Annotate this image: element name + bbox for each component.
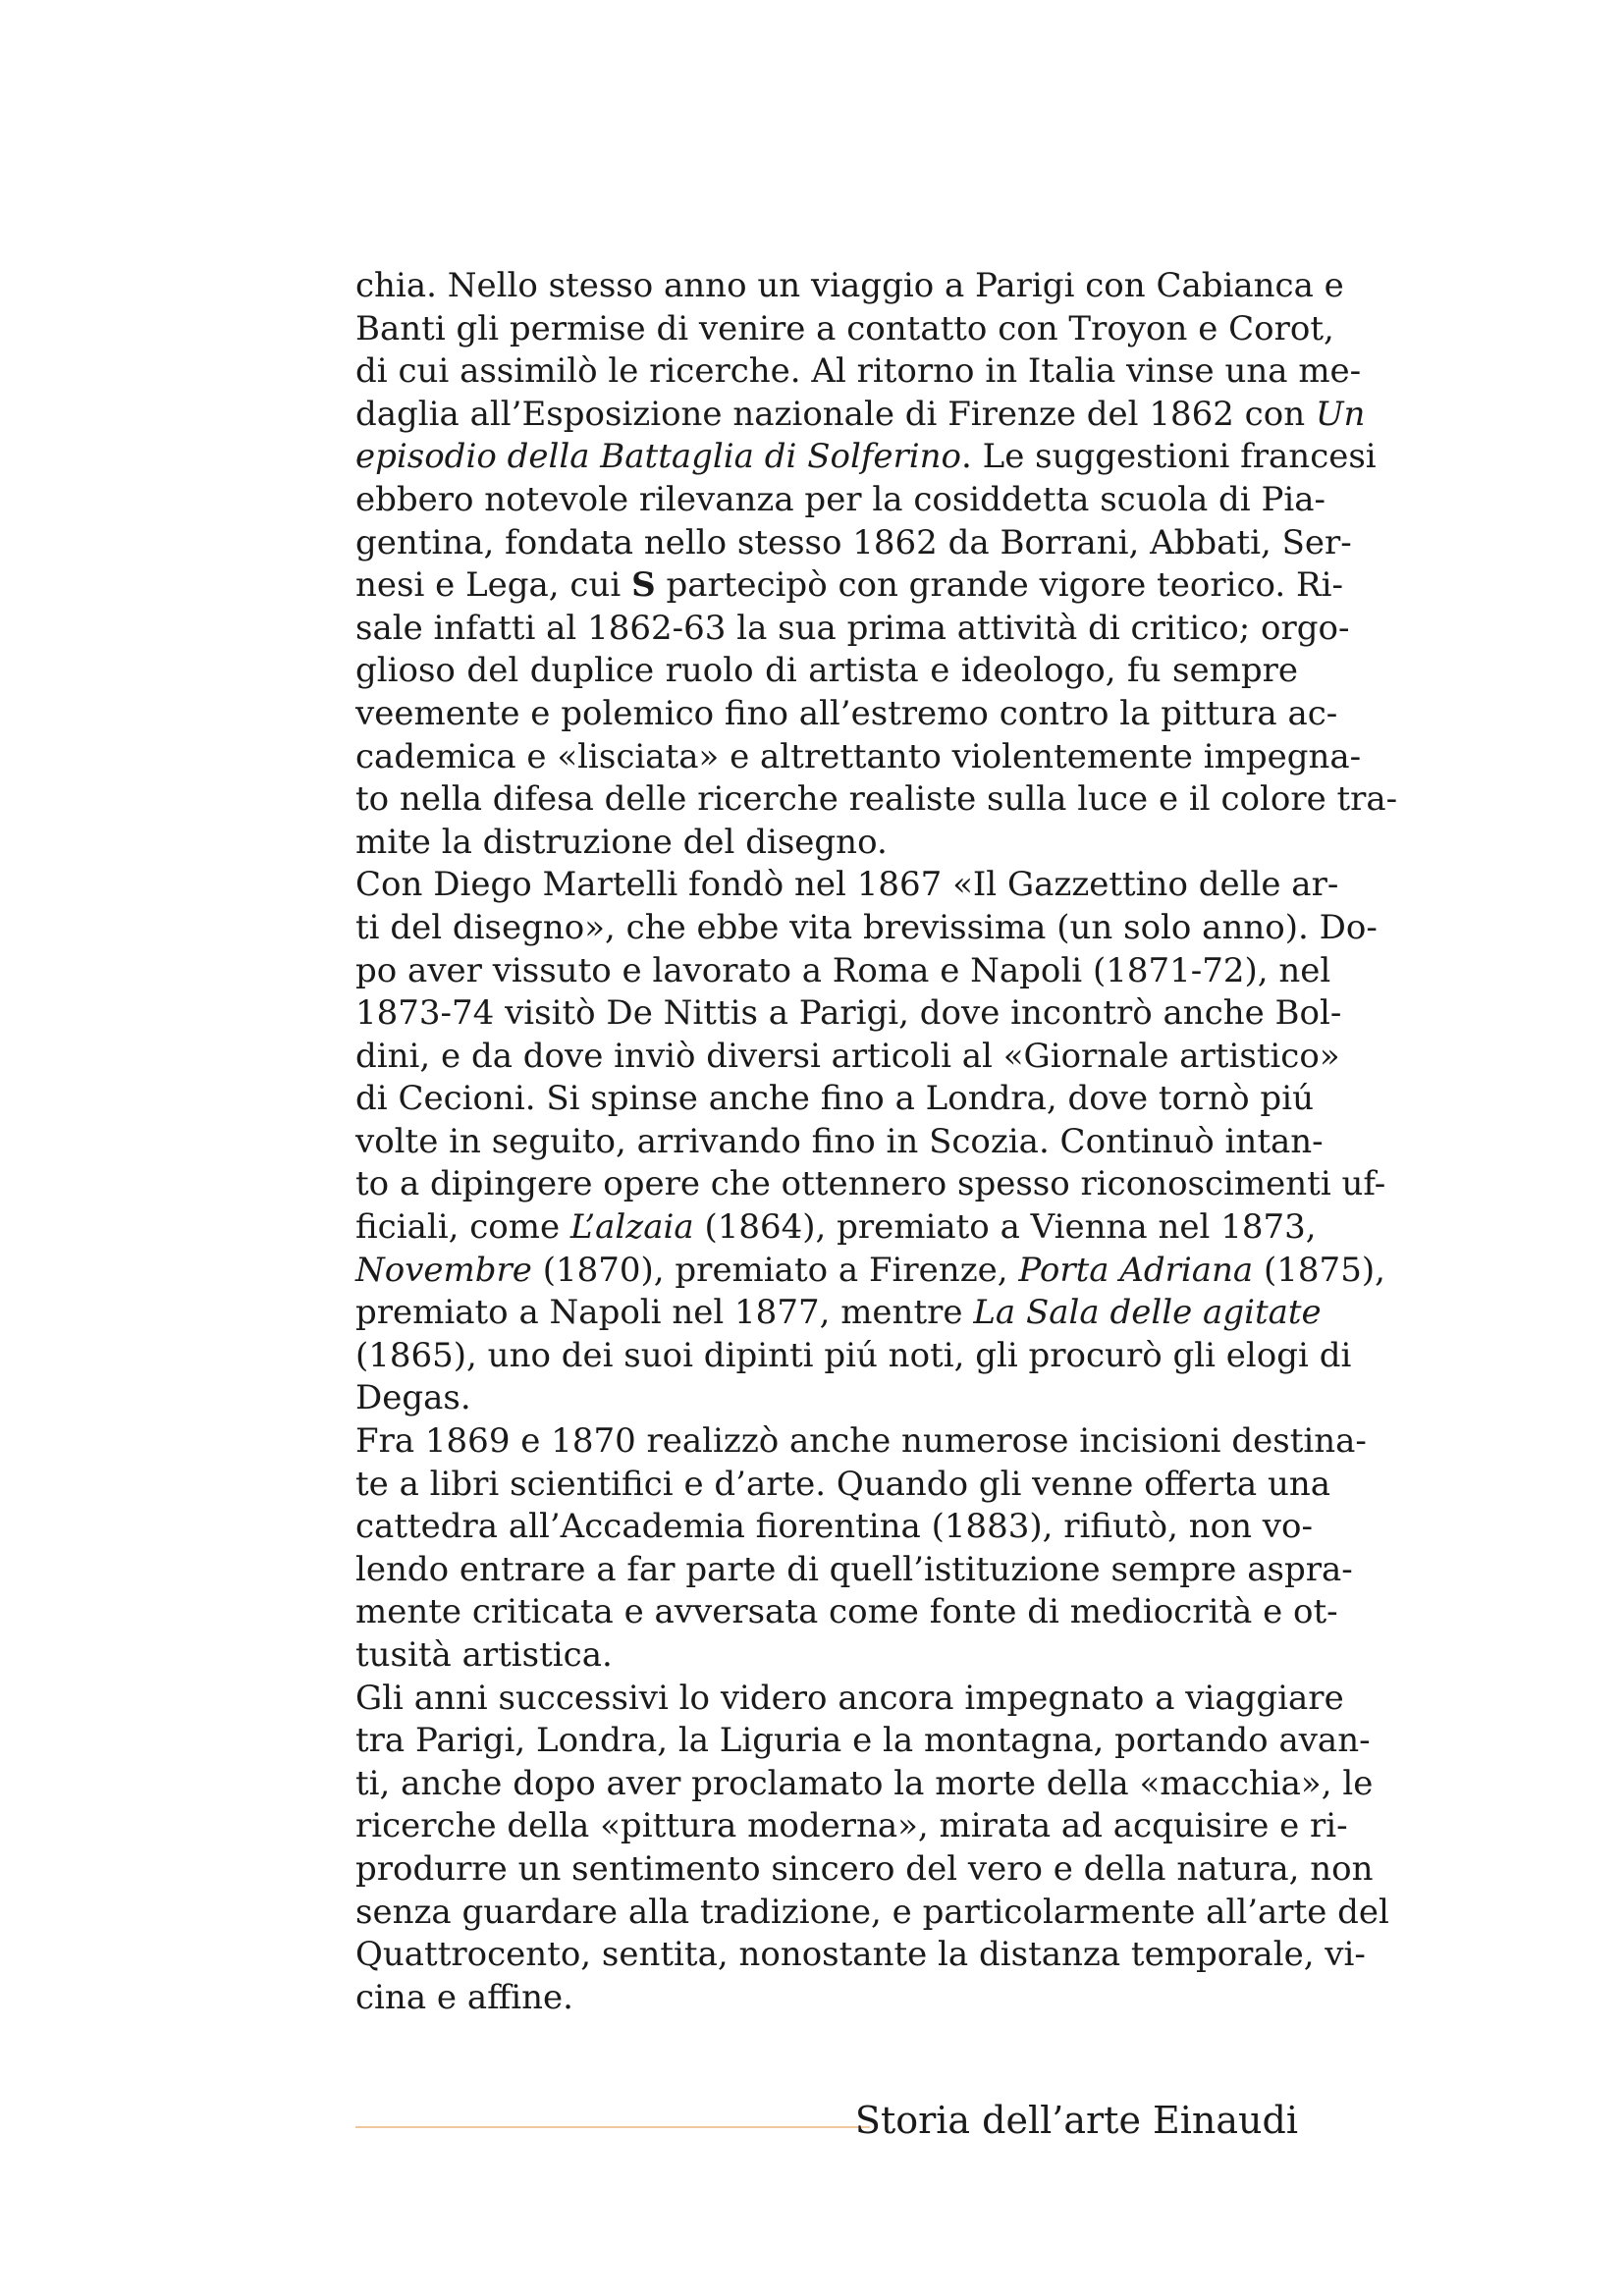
text-line — [355, 1250, 1385, 1293]
text-line — [355, 1720, 1371, 1763]
text-run: ficiali, come — [355, 1207, 561, 1248]
text-run: daglia all’Esposizione nazionale di Firenze del 1862 con — [355, 394, 1306, 434]
text-line — [355, 992, 1342, 1036]
text-run: tusità artistica. — [355, 1635, 613, 1675]
text-run: Quattrocento, sentita, nonostante la distanza temporale, vi- — [355, 1935, 1366, 1975]
text-line — [355, 1292, 1322, 1335]
italic-title: La Sala delle agitate — [973, 1293, 1322, 1333]
text-line — [355, 479, 1325, 522]
text-line — [355, 608, 1350, 651]
text-run: dini, e da dove inviò diversi articoli al «Giornale artistico» — [355, 1036, 1340, 1076]
italic-title: Porta Adriana — [1018, 1250, 1254, 1290]
text-line — [355, 864, 1339, 907]
text-line — [355, 950, 1331, 993]
text-run: sale infatti al 1862-63 la sua prima attività di critico; orgo- — [355, 608, 1350, 648]
italic-title: Novembre — [355, 1250, 532, 1290]
text-line — [355, 1377, 1298, 1420]
text-run: ti del disegno», che ebbe vita brevissima (un solo anno). Do- — [355, 907, 1378, 947]
text-line — [355, 650, 1298, 693]
text-line — [355, 778, 1398, 822]
text-line — [355, 1934, 1366, 1977]
footer-title: Storia dell’arte Einaudi — [854, 2099, 1298, 2142]
text-line — [355, 1464, 1331, 1507]
text-run: (1870), premiato a Firenze, — [542, 1250, 1008, 1290]
text-run: premiato a Napoli nel 1877, mentre — [355, 1293, 963, 1333]
text-line — [355, 394, 1366, 437]
text-run: 1873-74 visitò De Nittis a Parigi, dove incontrò anche Bol- — [355, 993, 1342, 1034]
text-run: . Le suggestioni francesi — [961, 437, 1377, 477]
text-line — [355, 736, 1362, 779]
text-line — [355, 522, 1352, 565]
text-line — [355, 1036, 1340, 1079]
text-run: senza guardare alla tradizione, e particolarmente all’arte del — [355, 1892, 1389, 1932]
text-run: Gli anni successivi lo videro ancora impegnato a viaggiare — [355, 1678, 1344, 1718]
text-run: (1864), premiato a Vienna nel 1873, — [704, 1207, 1317, 1248]
text-run: glioso del duplice ruolo di artista e ideologo, fu sempre — [355, 651, 1298, 691]
text-run: (1865), uno dei suoi dipinti piú noti, gli procurò gli elogi di — [355, 1335, 1352, 1375]
body-text — [355, 265, 1398, 2019]
text-line — [355, 1678, 1344, 1721]
text-run: chia. Nello stesso anno un viaggio a Parigi con Cabianca e — [355, 266, 1344, 305]
text-line — [355, 1549, 1353, 1592]
text-line — [355, 1163, 1386, 1206]
text-line — [355, 1121, 1324, 1164]
text-line — [355, 1078, 1314, 1121]
text-line — [355, 1763, 1374, 1806]
text-run: po aver vissuto e lavorato a Roma e Napoli (1871-72), nel — [355, 950, 1331, 990]
italic-title: episodio della Battaglia di Solferino — [355, 437, 962, 477]
text-run: di cui assimilò le ricerche. Al ritorno in Italia vinse una me- — [355, 351, 1362, 392]
text-run: tra Parigi, Londra, la Liguria e la montagna, portando avan- — [355, 1721, 1371, 1761]
text-line — [355, 265, 1344, 308]
text-run: cina e affine. — [355, 1977, 573, 2017]
text-line — [355, 1977, 1298, 2020]
text-line — [355, 1506, 1313, 1549]
text-run: produrre un sentimento sincero del vero e della natura, non — [355, 1848, 1374, 1889]
text-run: Degas. — [355, 1378, 471, 1418]
text-run: veemente e polemico fino all’estremo contro la pittura ac- — [355, 693, 1338, 733]
text-line — [355, 1848, 1374, 1892]
text-line — [355, 1335, 1352, 1378]
italic-title: L’alzaia — [569, 1207, 694, 1248]
text-run: ricerche della «pittura moderna», mirata ad acquisire e ri- — [355, 1806, 1348, 1846]
text-run: mite la distruzione del disegno. — [355, 822, 888, 862]
text-run: to nella difesa delle ricerche realiste sulla luce e il colore tra- — [355, 779, 1398, 820]
text-run: Banti gli permise di venire a contatto con Troyon e Corot, — [355, 308, 1334, 348]
text-run: mente criticata e avversata come fonte di mediocrità e ot- — [355, 1592, 1338, 1632]
footer-rule — [355, 2126, 870, 2128]
bold-initial: S — [631, 565, 656, 606]
text-run: Con Diego Martelli fondò nel 1867 «Il Gazzettino delle ar- — [355, 865, 1339, 905]
text-run: gentina, fondata nello stesso 1862 da Borrani, Abbati, Ser- — [355, 522, 1352, 562]
text-line — [355, 1805, 1348, 1848]
text-line — [355, 1206, 1317, 1250]
text-line — [355, 1892, 1389, 1935]
text-line — [355, 822, 1298, 865]
text-run: volte in seguito, arrivando fino in Scozia. Continuò intan- — [355, 1121, 1324, 1161]
text-line — [355, 1420, 1367, 1464]
italic-title: Un — [1315, 394, 1366, 434]
text-run: ti, anche dopo aver proclamato la morte della «macchia», le — [355, 1763, 1374, 1803]
text-line — [355, 1591, 1338, 1634]
text-run: to a dipingere opere che ottennero spesso riconoscimenti uf- — [355, 1164, 1386, 1204]
text-line — [355, 693, 1338, 736]
text-line — [355, 350, 1362, 394]
text-run: nesi e Lega, cui — [355, 565, 622, 606]
text-line — [355, 436, 1377, 479]
text-run: te a libri scientifici e d’arte. Quando gli venne offerta una — [355, 1464, 1331, 1504]
text-line — [355, 1634, 1298, 1678]
text-run: di Cecioni. Si spinse anche fino a Londra, dove tornò piú — [355, 1079, 1314, 1119]
text-run: ebbero notevole rilevanza per la cosiddetta scuola di Pia- — [355, 479, 1325, 519]
text-line — [355, 564, 1343, 608]
text-run: cademica e «lisciata» e altrettanto violentemente impegna- — [355, 736, 1362, 776]
text-line — [355, 308, 1334, 351]
text-run: partecipò con grande vigore teorico. Ri- — [666, 565, 1343, 606]
text-run: (1875), — [1264, 1250, 1385, 1290]
text-run: lendo entrare a far parte di quell’istituzione sempre aspra- — [355, 1549, 1353, 1589]
text-line — [355, 907, 1378, 950]
text-run: Fra 1869 e 1870 realizzò anche numerose incisioni destina- — [355, 1421, 1367, 1462]
text-run: cattedra all’Accademia fiorentina (1883), rifiutò, non vo- — [355, 1507, 1313, 1547]
